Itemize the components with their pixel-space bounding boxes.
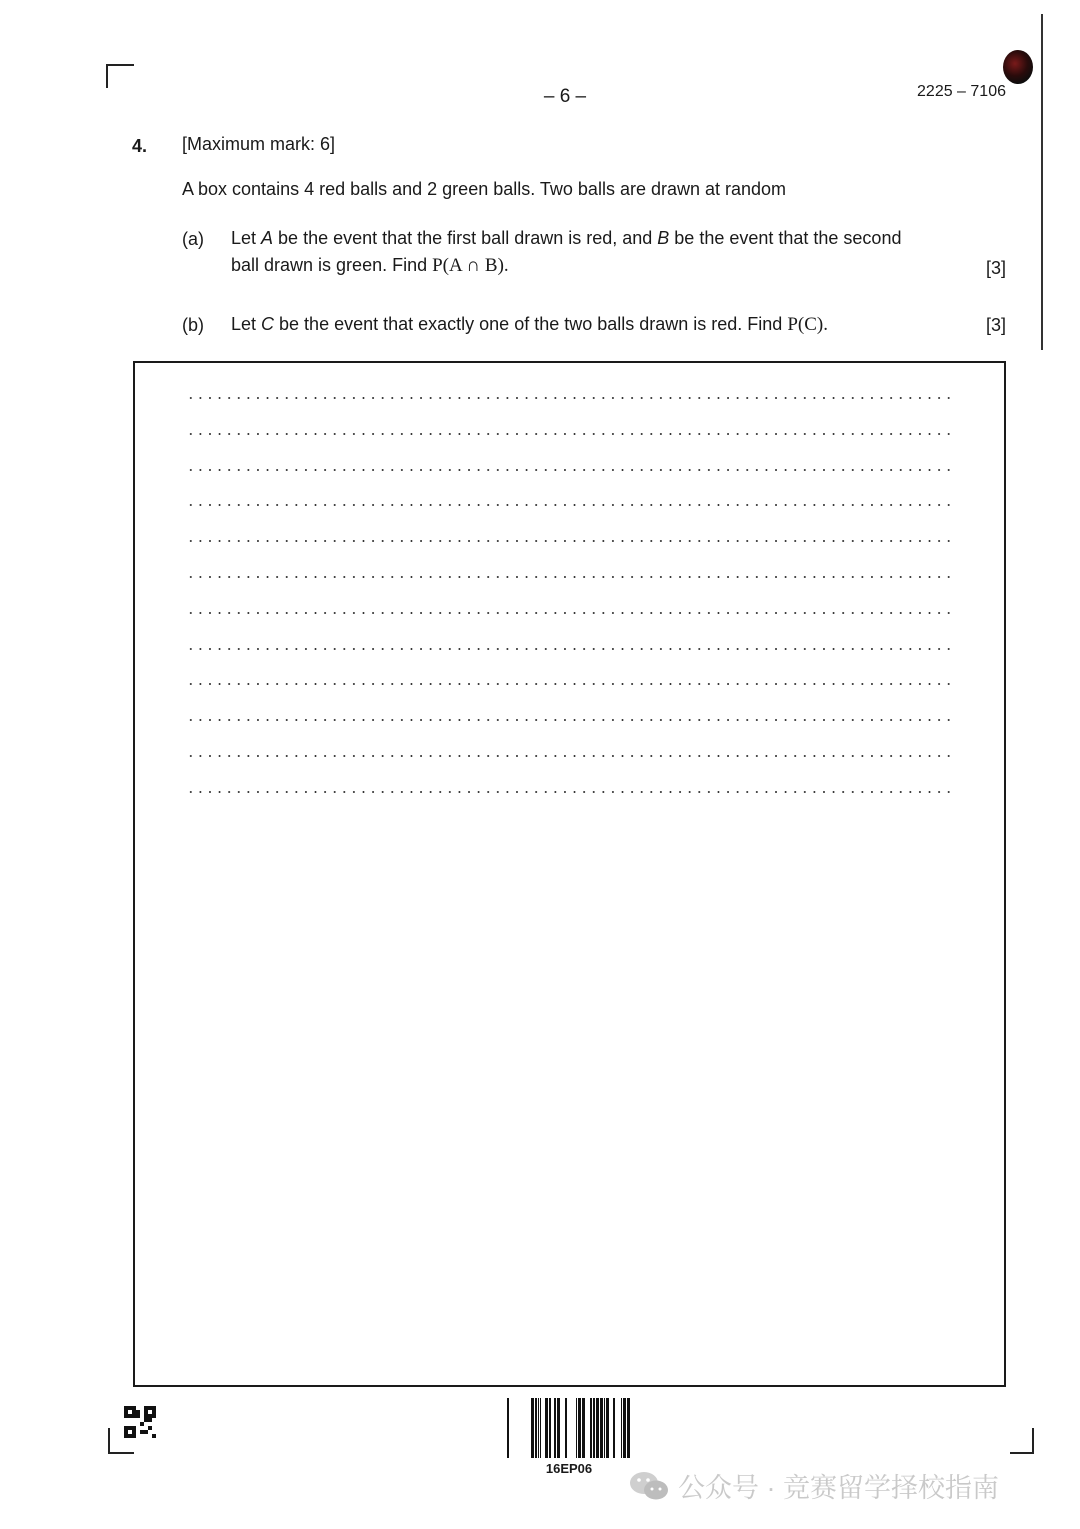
dotted-answer-line bbox=[186, 576, 956, 578]
barcode-bar bbox=[507, 1398, 509, 1458]
dotted-answer-line bbox=[186, 433, 956, 435]
barcode-bar bbox=[578, 1398, 581, 1458]
dotted-answer-line bbox=[186, 791, 956, 793]
scan-edge-line bbox=[1041, 14, 1043, 350]
part-b-math: P(C). bbox=[787, 314, 828, 335]
barcode-bar bbox=[621, 1398, 622, 1458]
barcode-label: 16EP06 bbox=[545, 1461, 593, 1476]
barcode-bar bbox=[557, 1398, 560, 1458]
question-stem: A box contains 4 red balls and 2 green balls. Two balls are drawn at random bbox=[182, 179, 787, 199]
barcode-bar bbox=[606, 1398, 609, 1458]
dotted-answer-line bbox=[186, 540, 956, 542]
barcode-bar bbox=[600, 1398, 603, 1458]
dotted-answer-line bbox=[186, 612, 956, 614]
barcode-bar bbox=[565, 1398, 567, 1458]
dotted-answer-line bbox=[186, 755, 956, 757]
part-b-text: Let C be the event that exactly one of the two balls drawn is red. Find P(C). bbox=[231, 314, 828, 335]
dotted-answer-line bbox=[186, 683, 956, 685]
barcode-bar bbox=[596, 1398, 599, 1458]
barcode-bar bbox=[545, 1398, 548, 1458]
part-a-mark: [3] bbox=[985, 258, 1006, 278]
dotted-answer-line bbox=[186, 397, 956, 399]
part-b-mark: [3] bbox=[985, 315, 1006, 335]
qr-code bbox=[124, 1406, 156, 1438]
event-b-variable: B bbox=[657, 228, 670, 248]
part-a-math: P(A ∩ B). bbox=[432, 255, 509, 276]
barcode-bar bbox=[593, 1398, 595, 1458]
dotted-answer-line bbox=[186, 469, 956, 471]
barcode-bar bbox=[540, 1398, 541, 1458]
barcode-bar bbox=[623, 1398, 626, 1458]
question-number: 4. bbox=[132, 136, 148, 156]
wechat-icon bbox=[628, 1468, 670, 1504]
dotted-answer-line bbox=[186, 648, 956, 650]
part-a-text bbox=[231, 225, 951, 279]
part-b-label: (b) bbox=[182, 315, 204, 335]
barcode bbox=[507, 1398, 631, 1458]
dotted-answer-line bbox=[186, 719, 956, 721]
watermark-text: 公众号 · 竞赛留学择校指南 bbox=[678, 1473, 999, 1503]
watermark bbox=[628, 1466, 999, 1505]
event-a-variable: A bbox=[261, 228, 274, 248]
paper-code: 2225 – 7106 bbox=[917, 83, 1006, 100]
corner-mark-bottom-right bbox=[1010, 1428, 1034, 1454]
barcode-bar bbox=[554, 1398, 556, 1458]
barcode-bar bbox=[582, 1398, 585, 1458]
barcode-bar bbox=[538, 1398, 539, 1458]
barcode-bar bbox=[549, 1398, 551, 1458]
corner-mark-top-left bbox=[106, 64, 134, 88]
part-a-label: (a) bbox=[182, 229, 204, 249]
barcode-bar bbox=[576, 1398, 577, 1458]
barcode-bar bbox=[613, 1398, 615, 1458]
punch-hole bbox=[1003, 50, 1033, 84]
barcode-bar bbox=[627, 1398, 630, 1458]
dotted-answer-line bbox=[186, 504, 956, 506]
barcode-bar bbox=[590, 1398, 592, 1458]
part-a-line-1: Let A be the event that the first ball drawn is red, and B be the event that the second bbox=[231, 228, 902, 248]
barcode-bar bbox=[531, 1398, 534, 1458]
event-c-variable: C bbox=[261, 314, 275, 334]
page-number: – 6 – bbox=[543, 86, 587, 107]
part-a-line-2: ball drawn is green. Find P(A ∩ B). bbox=[231, 255, 509, 276]
barcode-bar bbox=[535, 1398, 537, 1458]
maximum-mark: [Maximum mark: 6] bbox=[182, 134, 336, 154]
answer-box[interactable] bbox=[133, 361, 1006, 1387]
barcode-bar bbox=[604, 1398, 605, 1458]
